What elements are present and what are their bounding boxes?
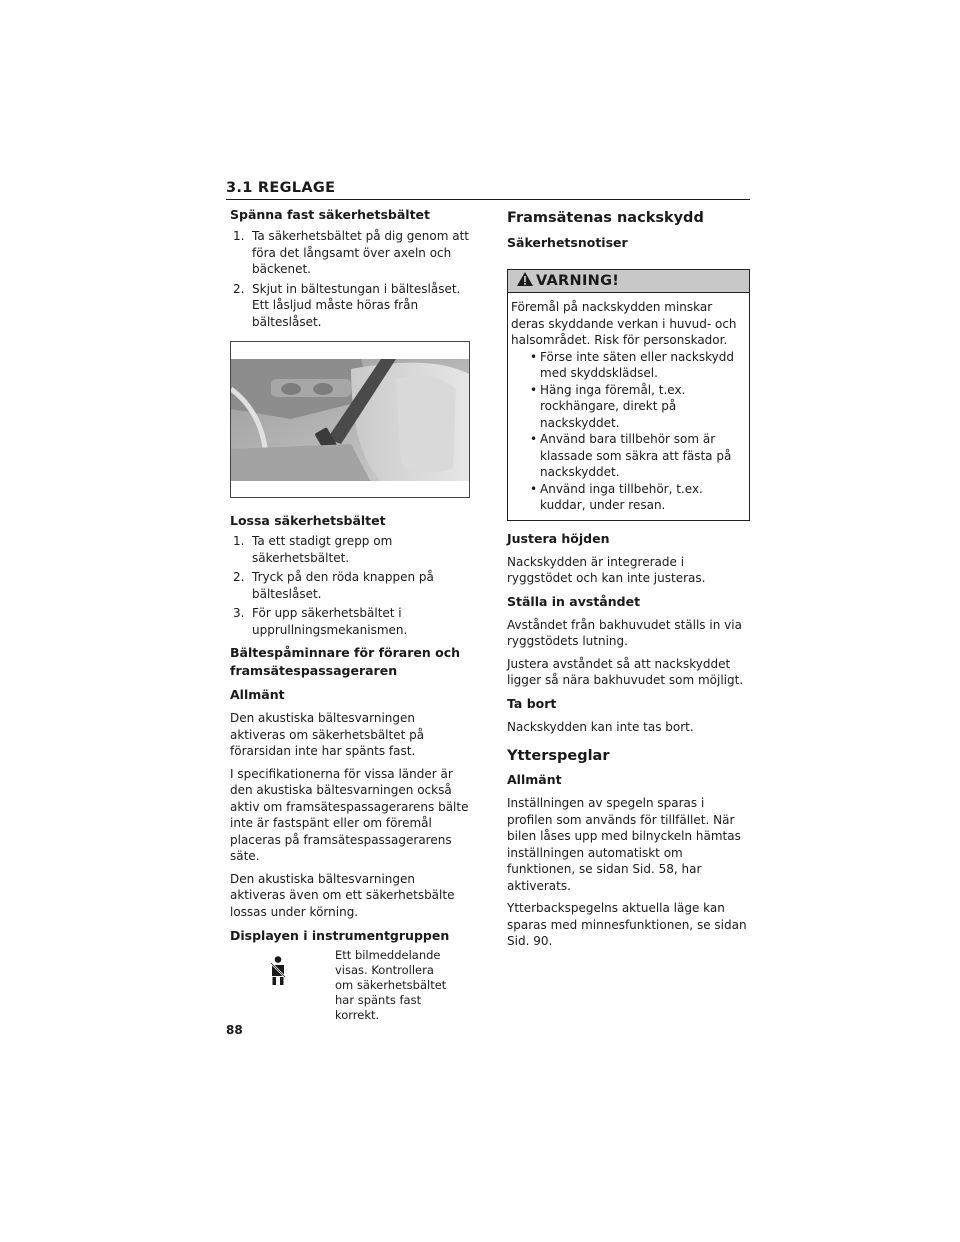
- reminder-general-title: Allmänt: [230, 687, 285, 702]
- bullet-text: Använd bara tillbehör som är klassade som säkra att fästa på nackskyddet.: [540, 432, 732, 479]
- header-divider: [226, 199, 750, 200]
- bullet-text: Använd inga tillbehör, t.ex. kuddar, under resan.: [540, 481, 703, 512]
- distance-title: Ställa in avståndet: [507, 593, 641, 609]
- mirrors-general-title: Allmänt: [507, 772, 562, 787]
- seatbelt-photo: [230, 341, 470, 498]
- right-column: [507, 208, 752, 950]
- page-number: 88: [226, 1023, 243, 1037]
- mirrors-paragraph: Inställningen av spegeln sparas i profilen som används för tillfället. När bilen låses upp med bilnyckeln hämtas inställningen automatiskt om funktionen, se sidan Sid. 58, har aktiverats.: [507, 796, 741, 893]
- seatbelt-warning-icon: [270, 956, 286, 990]
- fasten-steps: [230, 228, 470, 330]
- warning-body: [508, 293, 749, 520]
- reminder-title: Bältespåminnare för föraren och framsätespassageraren: [230, 645, 461, 678]
- section-header: 3.1 REGLAGE: [226, 180, 336, 196]
- height-text: Nackskydden är integrerade i ryggstödet och kan inte justeras.: [507, 554, 706, 585]
- list-item: • Förse inte säten eller nackskydd med skyddsklädsel.: [530, 349, 734, 380]
- step-number: 3.: [233, 606, 245, 620]
- list-item: [230, 533, 470, 566]
- bullet-text: Förse inte säten eller nackskydd med skyddsklädsel.: [540, 349, 734, 380]
- step-number: 2.: [233, 281, 245, 296]
- remove-text: Nackskydden kan inte tas bort.: [507, 719, 694, 734]
- list-item: [230, 281, 470, 331]
- warning-label: VARNING!: [536, 273, 620, 289]
- safety-title: Säkerhetsnotiser: [507, 235, 628, 250]
- left-column: [230, 206, 470, 1022]
- mirrors-paragraph: Ytterbackspegelns aktuella läge kan sparas med minnesfunktionen, se sidan Sid. 90.: [507, 901, 747, 948]
- headrest-title: Framsätenas nackskydd: [507, 210, 704, 226]
- release-title: Lossa säkerhetsbältet: [230, 513, 386, 528]
- step-text: Ta ett stadigt grepp om säkerhetsbältet.: [252, 534, 393, 565]
- bullet-text: Häng inga föremål, t.ex. rockhängare, direkt på nackskyddet.: [540, 382, 686, 430]
- list-item: [230, 569, 470, 602]
- distance-text: Avståndet från bakhuvudet ställs in via ryggstödets lutning.: [507, 617, 742, 648]
- display-row: [230, 948, 470, 1022]
- warning-bullets: [511, 349, 745, 514]
- step-text: Skjut in bältestungan i bälteslåset. Ett låsljud måste höras från bälteslåset.: [252, 281, 461, 329]
- list-item: • Häng inga föremål, t.ex. rockhängare, direkt på nackskyddet.: [530, 382, 686, 430]
- distance-text: Justera avståndet så att nackskyddet ligger så nära bakhuvudet som möjligt.: [507, 656, 744, 687]
- display-text: Ett bilmeddelande visas. Kontrollera om säkerhetsbältet har spänts fast korrekt.: [335, 948, 447, 1022]
- warning-box: [507, 269, 750, 521]
- display-title: Displayen i instrumentgruppen: [230, 928, 450, 943]
- list-item: • Använd inga tillbehör, t.ex. kuddar, under resan.: [530, 481, 703, 512]
- list-item: [230, 228, 470, 278]
- mirrors-title: Ytterspeglar: [507, 748, 610, 764]
- step-number: 1.: [233, 229, 245, 243]
- release-steps: [230, 533, 470, 638]
- seatbelt-illustration: [231, 359, 469, 481]
- height-title: Justera höjden: [507, 530, 610, 546]
- step-number: 2.: [233, 570, 245, 584]
- list-item: [230, 605, 470, 638]
- reminder-paragraph: I specifikationerna för vissa länder är den akustiska bältesvarningen också aktiv om framsätespassagerarens bälte inte är fastspänt eller om föremål placeras på framsätespassagerarens säte.: [230, 766, 469, 863]
- list-item: • Använd bara tillbehör som är klassade som säkra att fästa på nackskyddet.: [530, 432, 732, 479]
- step-number: 1.: [233, 534, 245, 548]
- step-text: Ta säkerhetsbältet på dig genom att föra det långsamt över axeln och bäckenet.: [252, 229, 469, 276]
- fasten-title: Spänna fast säkerhetsbältet: [230, 207, 430, 222]
- reminder-paragraph: Den akustiska bältesvarningen aktiveras om säkerhetsbältet på förarsidan inte har spänts fast.: [230, 711, 425, 758]
- reminder-paragraph: Den akustiska bältesvarningen aktiveras även om ett säkerhetsbälte lossas under körning.: [230, 871, 455, 919]
- warning-triangle-icon: [516, 271, 534, 291]
- step-text: Tryck på den röda knappen på bälteslåset.: [252, 570, 434, 601]
- warning-intro: Föremål på nackskydden minskar deras skyddande verkan i huvud- och halsområdet. Risk för personskador.: [511, 300, 737, 347]
- remove-title: Ta bort: [507, 695, 557, 711]
- step-text: För upp säkerhetsbältet i upprullningsmekanismen.: [252, 606, 408, 637]
- warning-header: [508, 270, 749, 293]
